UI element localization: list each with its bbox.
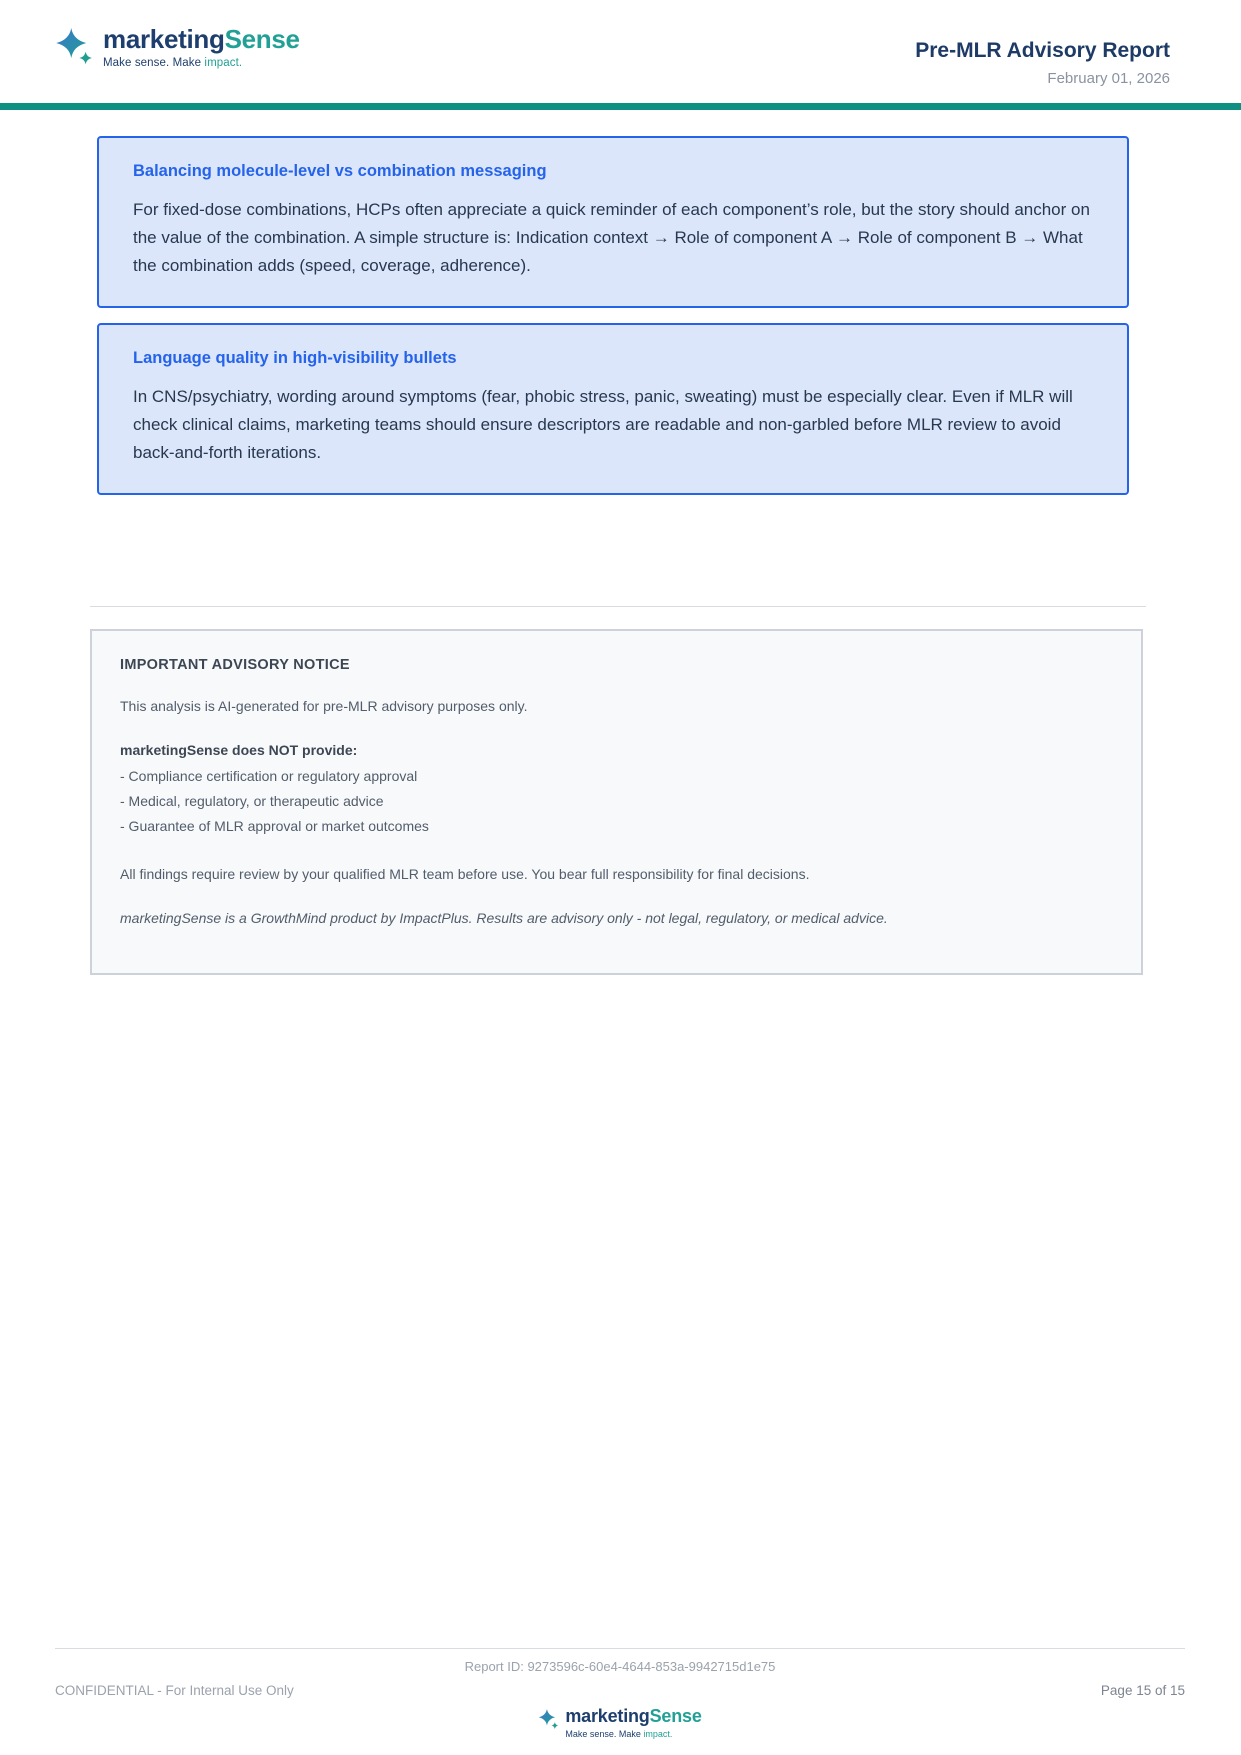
brand-prefix: marketing: [103, 24, 225, 54]
callout-body: For fixed-dose combinations, HCPs often appreciate a quick reminder of each component’s role, but the story should anchor on the value of the combination. A simple structure is: Indication context → Role of component A → Role of component B → What the combination adds (speed, coverage, adherence).: [133, 200, 1090, 275]
brand-tagline-prefix: Make sense. Make: [103, 57, 205, 69]
callout-box-language-quality: [97, 323, 1129, 495]
footer-brand-inner: [538, 1706, 701, 1739]
notice-intro: This analysis is AI-generated for pre-MLR advisory purposes only.: [120, 698, 528, 714]
footer-report-id: Report ID: 9273596c-60e4-4644-853a-9942715d1e75: [464, 1659, 776, 1674]
brand-tagline-accent: impact.: [204, 57, 243, 69]
brand-prefix: marketing: [565, 1706, 650, 1726]
callout-title: Balancing molecule-level vs combination messaging: [133, 162, 547, 180]
notice-disclaimer: marketingSense is a GrowthMind product by ImpactPlus. Results are advisory only - not legal, regulatory, or medical advice.: [120, 910, 888, 926]
notice-list-item: - Guarantee of MLR approval or market outcomes: [120, 818, 429, 834]
footer-brand-wordmark: [565, 1706, 701, 1727]
page-footer: [55, 1648, 1185, 1739]
brand-logo: [55, 24, 300, 70]
callout-section: [97, 103, 1129, 495]
callout-box-molecule-messaging: [97, 136, 1129, 308]
advisory-notice-box: [90, 629, 1143, 975]
footer-brand-tagline: [565, 1729, 701, 1739]
brand-tagline: [103, 57, 300, 69]
header-title-block: [915, 24, 1170, 87]
brand-tagline-prefix: Make sense. Make: [565, 1729, 644, 1739]
header-accent-bar: [0, 103, 1241, 110]
notice-not-provide-list: [120, 764, 1113, 839]
brand-text: [103, 24, 300, 69]
sparkle-icon: [538, 1707, 560, 1733]
brand-suffix: Sense: [649, 1706, 702, 1726]
footer-confidential: CONFIDENTIAL - For Internal Use Only: [55, 1683, 294, 1698]
notice-list-item: - Medical, regulatory, or therapeutic advice: [120, 793, 384, 809]
section-divider: [90, 606, 1146, 607]
callout-title: Language quality in high-visibility bullets: [133, 349, 457, 367]
footer-page-number: Page 15 of 15: [1100, 1683, 1185, 1698]
brand-tagline-accent: impact.: [643, 1729, 673, 1739]
notice-responsibility: All findings require review by your qualified MLR team before use. You bear full responsibility for final decisions.: [120, 866, 810, 882]
report-title: Pre-MLR Advisory Report: [915, 39, 1170, 62]
brand-suffix: Sense: [224, 24, 300, 54]
footer-brand-text: [565, 1706, 701, 1739]
footer-brand: [55, 1706, 1185, 1739]
brand-wordmark: [103, 24, 300, 54]
sparkle-icon: [55, 26, 95, 70]
notice-list-item: - Compliance certification or regulatory approval: [120, 768, 418, 784]
report-date: February 01, 2026: [1047, 70, 1170, 87]
callout-body: In CNS/psychiatry, wording around symptoms (fear, phobic stress, panic, sweating) must be especially clear. Even if MLR will check clinical claims, marketing teams should ensure descriptors are readable and non-garbled before MLR review to avoid back-and-forth iterations.: [133, 387, 1073, 462]
footer-row: [55, 1683, 1185, 1698]
notice-heading: IMPORTANT ADVISORY NOTICE: [120, 657, 350, 673]
notice-not-provide-heading: marketingSense does NOT provide:: [120, 742, 358, 758]
page-header: [0, 0, 1241, 103]
